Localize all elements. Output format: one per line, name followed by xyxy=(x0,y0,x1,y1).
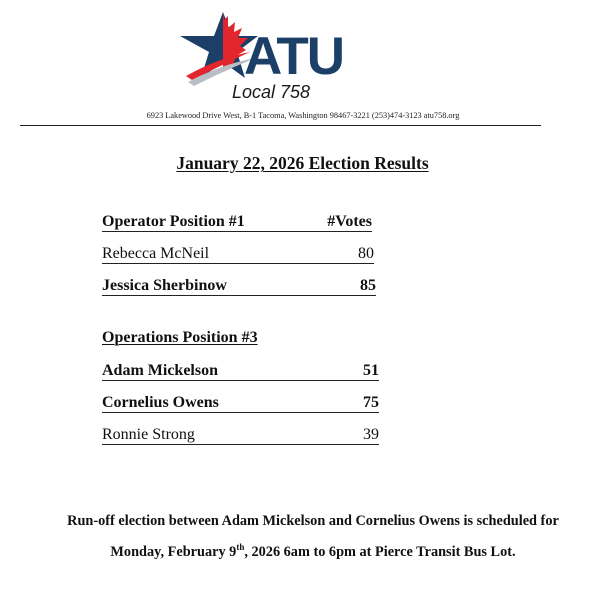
candidate-name: Ronnie Strong xyxy=(102,426,195,443)
logo-brand-text: ATU xyxy=(244,27,343,86)
candidate-row xyxy=(102,275,376,296)
runoff-details-text: , 2026 6am to 6pm at Pierce Transit Bus Lot. xyxy=(244,544,516,560)
candidate-name: Rebecca McNeil xyxy=(102,245,210,262)
candidate-votes: 85 xyxy=(360,277,376,294)
candidate-row xyxy=(102,360,379,381)
address-line: 6923 Lakewood Drive West, B-1 Tacoma, Washington 98467-3221 (253)474-3123 atu758.org xyxy=(146,111,460,120)
candidate-votes: 75 xyxy=(363,394,379,411)
atu-logo xyxy=(178,6,348,102)
logo-local-text: Local 758 xyxy=(232,82,311,102)
votes-column-header: #Votes xyxy=(327,213,372,230)
candidate-name: Jessica Sherbinow xyxy=(102,277,227,294)
section-heading-label: Operator Position #1 xyxy=(102,213,245,230)
candidate-name: Adam Mickelson xyxy=(102,362,218,379)
page-title: January 22, 2026 Election Results xyxy=(176,153,429,173)
runoff-notice-line-1: Run-off election between Adam Mickelson and Cornelius Owens is scheduled for xyxy=(67,513,559,529)
section-heading-label: Operations Position #3 xyxy=(102,329,258,346)
candidate-votes: 80 xyxy=(358,245,374,262)
candidate-row xyxy=(102,392,379,413)
candidate-row xyxy=(102,243,374,264)
section-heading-operator xyxy=(102,211,372,232)
header-divider xyxy=(20,125,541,126)
candidate-row xyxy=(102,424,379,445)
ordinal-suffix: th xyxy=(236,542,245,553)
candidate-name: Cornelius Owens xyxy=(102,394,219,411)
candidate-votes: 51 xyxy=(363,362,379,379)
section-heading-operations xyxy=(102,327,372,347)
candidate-votes: 39 xyxy=(363,426,379,443)
runoff-notice-line-2 xyxy=(0,543,600,561)
runoff-date-text: Monday, February 9 xyxy=(110,544,237,560)
